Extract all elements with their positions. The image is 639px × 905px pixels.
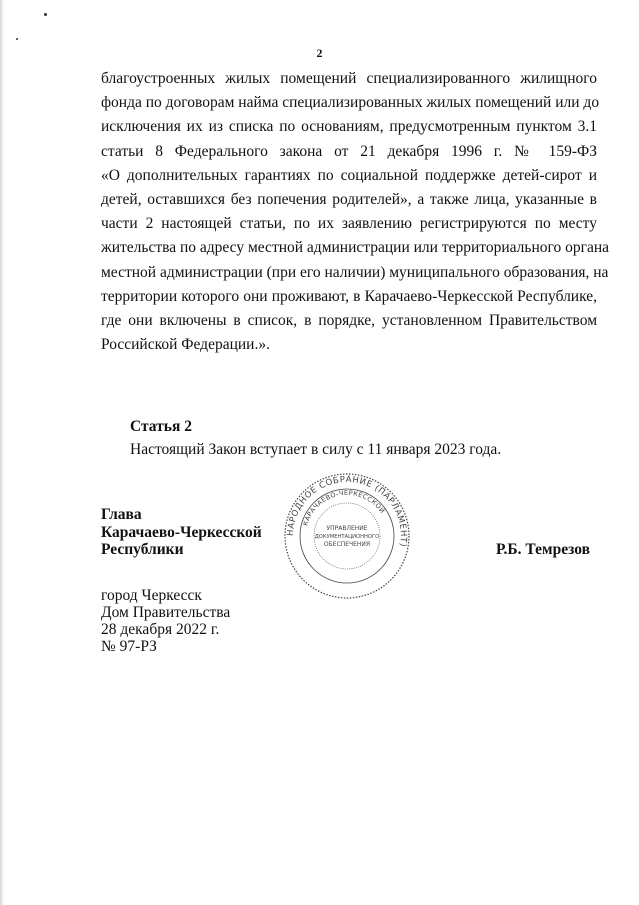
- signer-title-line: Глава: [101, 506, 142, 523]
- body-line: детей, оставшихся без попечения родителей», а также лица, указанные в: [101, 191, 597, 209]
- scan-speck: [16, 38, 18, 40]
- official-seal: [283, 472, 411, 600]
- seal-center-line: ОБЕСПЕЧЕНИЯ: [323, 541, 371, 548]
- place-block: [101, 587, 230, 655]
- place-building: Дом Правительства: [101, 604, 231, 621]
- body-line: где они включены в список, в порядке, установленном Правительством: [101, 312, 597, 330]
- scan-edge-shadow: [0, 0, 4, 905]
- page-number: 2: [316, 46, 323, 60]
- body-line: статьи 8 Федерального закона от 21 декабря 1996 г. № 159-ФЗ: [101, 142, 597, 160]
- body-line: части 2 настоящей статьи, по их заявлению регистрируются по месту: [101, 215, 597, 233]
- body-line: благоустроенных жилых помещений специализированного жилищного: [101, 70, 597, 87]
- body-paragraph: [101, 67, 610, 357]
- law-number: № 97-РЗ: [101, 638, 157, 655]
- article-heading: Статья 2: [130, 418, 192, 435]
- body-line: Российской Федерации.».: [101, 336, 270, 354]
- place-city: город Черкесск: [101, 587, 202, 604]
- signer-title-line: Республики: [101, 541, 184, 558]
- scan-speck: [44, 13, 47, 16]
- signer-title-line: Карачаево-Черкесской: [101, 523, 262, 541]
- seal-center-line: ДОКУМЕНТАЦИОННОГО: [314, 534, 380, 540]
- body-line: местной администрации (при его наличии) муниципального образования, на: [101, 263, 609, 281]
- body-line: фонда по договорам найма специализированных жилых помещений или до: [101, 94, 600, 112]
- seal-center-line: УПРАВЛЕНИЕ: [326, 525, 368, 532]
- place-date: 28 декабря 2022 г.: [101, 621, 220, 638]
- body-line: «О дополнительных гарантиях по социальной поддержке детей-сирот и: [101, 166, 597, 184]
- article-text: Настоящий Закон вступает в силу с 11 января 2023 года.: [130, 441, 502, 458]
- signer-name: Р.Б. Темрезов: [496, 541, 590, 558]
- signer-title: [101, 506, 262, 559]
- body-line: исключения их из списка по основаниям, предусмотренным пунктом 3.1: [101, 118, 597, 136]
- seal-inner-text: КАРАЧАЕВО-ЧЕРКЕССКОЙ: [301, 488, 387, 527]
- body-line: жительства по адресу местной администрации или территориального органа: [101, 239, 610, 257]
- body-line: территории которого они проживают, в Карачаево-Черкесской Республике,: [101, 287, 597, 305]
- seal-outer-text: НАРОДНОЕ СОБРАНИЕ (ПАРЛАМЕНТ): [285, 474, 409, 548]
